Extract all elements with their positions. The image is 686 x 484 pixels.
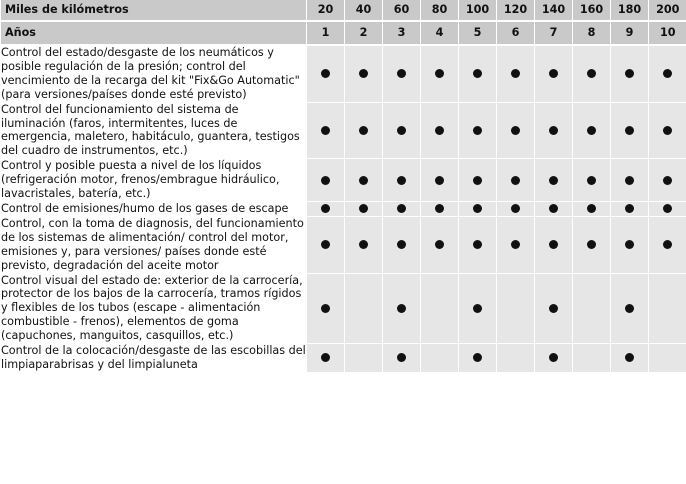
header-year-6: 6 — [497, 21, 535, 45]
check-dot-icon — [397, 240, 406, 249]
schedule-cell — [459, 273, 497, 344]
schedule-cell — [497, 344, 535, 373]
check-dot-icon — [321, 126, 330, 135]
check-dot-icon — [549, 353, 558, 362]
schedule-cell — [649, 201, 686, 216]
header-year-9: 9 — [611, 21, 649, 45]
schedule-cell — [421, 159, 459, 202]
schedule-cell — [345, 273, 383, 344]
check-dot-icon — [359, 204, 368, 213]
schedule-cell — [611, 102, 649, 159]
check-dot-icon — [663, 240, 672, 249]
check-dot-icon — [511, 126, 520, 135]
check-dot-icon — [473, 126, 482, 135]
schedule-cell — [611, 344, 649, 373]
task-description: Control del estado/desgaste de los neumáticos y posible regulación de la presión; control del vencimiento de la recarga del kit "Fix&Go Automatic" (para versiones/países donde esté previsto) — [1, 45, 307, 102]
schedule-cell — [307, 216, 345, 273]
check-dot-icon — [473, 176, 482, 185]
check-dot-icon — [321, 304, 330, 313]
task-row — [1, 216, 686, 273]
schedule-cell — [535, 201, 573, 216]
schedule-cell — [573, 159, 611, 202]
schedule-cell — [535, 45, 573, 102]
schedule-cell — [497, 159, 535, 202]
task-description: Control visual del estado de: exterior de la carrocería, protector de los bajos de la carrocería, tramos rígidos y flexibles de los tubos (escape - alimentación combustible - frenos), elementos de goma (capuchones, manguitos, casquillos, etc.) — [1, 273, 307, 344]
task-row — [1, 273, 686, 344]
schedule-cell — [611, 159, 649, 202]
task-description: Control de emisiones/humo de los gases de escape — [1, 201, 307, 216]
check-dot-icon — [549, 204, 558, 213]
header-row-years — [1, 21, 686, 45]
schedule-cell — [307, 159, 345, 202]
schedule-cell — [611, 45, 649, 102]
check-dot-icon — [625, 240, 634, 249]
header-year-7: 7 — [535, 21, 573, 45]
schedule-cell — [459, 102, 497, 159]
header-year-3: 3 — [383, 21, 421, 45]
schedule-cell — [573, 102, 611, 159]
check-dot-icon — [473, 204, 482, 213]
schedule-cell — [573, 45, 611, 102]
check-dot-icon — [549, 126, 558, 135]
schedule-cell — [459, 159, 497, 202]
schedule-cell — [383, 102, 421, 159]
header-year-2: 2 — [345, 21, 383, 45]
header-km-60: 60 — [383, 0, 421, 21]
schedule-cell — [611, 201, 649, 216]
header-year-1: 1 — [307, 21, 345, 45]
schedule-cell — [383, 45, 421, 102]
check-dot-icon — [473, 69, 482, 78]
check-dot-icon — [587, 240, 596, 249]
schedule-cell — [535, 102, 573, 159]
task-row — [1, 344, 686, 373]
header-years-label: Años — [1, 21, 307, 45]
schedule-cell — [649, 273, 686, 344]
schedule-cell — [383, 201, 421, 216]
header-km-160: 160 — [573, 0, 611, 21]
check-dot-icon — [511, 69, 520, 78]
check-dot-icon — [511, 240, 520, 249]
check-dot-icon — [359, 176, 368, 185]
schedule-cell — [535, 344, 573, 373]
schedule-cell — [421, 344, 459, 373]
schedule-cell — [307, 45, 345, 102]
check-dot-icon — [359, 69, 368, 78]
schedule-cell — [573, 201, 611, 216]
check-dot-icon — [625, 176, 634, 185]
check-dot-icon — [587, 126, 596, 135]
check-dot-icon — [511, 176, 520, 185]
schedule-cell — [307, 344, 345, 373]
check-dot-icon — [663, 69, 672, 78]
schedule-cell — [497, 102, 535, 159]
check-dot-icon — [321, 69, 330, 78]
header-km-40: 40 — [345, 0, 383, 21]
check-dot-icon — [321, 176, 330, 185]
check-dot-icon — [625, 204, 634, 213]
check-dot-icon — [435, 240, 444, 249]
check-dot-icon — [473, 353, 482, 362]
check-dot-icon — [625, 304, 634, 313]
check-dot-icon — [397, 304, 406, 313]
task-description: Control de la colocación/desgaste de las escobillas del limpiaparabrisas y del limpialuneta — [1, 344, 306, 371]
check-dot-icon — [435, 176, 444, 185]
schedule-cell — [345, 216, 383, 273]
schedule-cell — [421, 273, 459, 344]
schedule-cell — [497, 201, 535, 216]
check-dot-icon — [359, 126, 368, 135]
check-dot-icon — [359, 240, 368, 249]
check-dot-icon — [663, 176, 672, 185]
schedule-cell — [535, 216, 573, 273]
check-dot-icon — [435, 69, 444, 78]
schedule-cell — [535, 273, 573, 344]
check-dot-icon — [587, 69, 596, 78]
check-dot-icon — [625, 126, 634, 135]
schedule-cell — [649, 102, 686, 159]
schedule-cell — [383, 159, 421, 202]
schedule-cell — [459, 201, 497, 216]
schedule-cell — [649, 45, 686, 102]
schedule-cell — [421, 102, 459, 159]
header-km-80: 80 — [421, 0, 459, 21]
header-km-140: 140 — [535, 0, 573, 21]
header-km-label: Miles de kilómetros — [1, 0, 307, 21]
header-year-8: 8 — [573, 21, 611, 45]
check-dot-icon — [663, 126, 672, 135]
schedule-cell — [497, 45, 535, 102]
schedule-cell — [345, 344, 383, 373]
header-year-5: 5 — [459, 21, 497, 45]
schedule-cell — [611, 273, 649, 344]
schedule-cell — [383, 216, 421, 273]
schedule-cell — [459, 216, 497, 273]
schedule-cell — [535, 159, 573, 202]
check-dot-icon — [397, 353, 406, 362]
task-description: Control, con la toma de diagnosis, del funcionamiento de los sistemas de alimentación/ control del motor, emisiones y, para versiones/ países donde esté previsto, degradación del aceite motor — [1, 216, 307, 273]
schedule-cell — [345, 102, 383, 159]
header-year-4: 4 — [421, 21, 459, 45]
check-dot-icon — [321, 353, 330, 362]
check-dot-icon — [625, 353, 634, 362]
check-dot-icon — [549, 240, 558, 249]
task-row — [1, 45, 686, 102]
check-dot-icon — [397, 204, 406, 213]
task-row — [1, 102, 686, 159]
check-dot-icon — [321, 204, 330, 213]
schedule-cell — [573, 273, 611, 344]
check-dot-icon — [435, 126, 444, 135]
check-dot-icon — [549, 176, 558, 185]
schedule-cell — [421, 216, 459, 273]
schedule-cell — [345, 159, 383, 202]
schedule-cell — [573, 216, 611, 273]
check-dot-icon — [625, 69, 634, 78]
schedule-cell — [383, 344, 421, 373]
schedule-cell — [307, 201, 345, 216]
check-dot-icon — [549, 69, 558, 78]
header-km-100: 100 — [459, 0, 497, 21]
task-description: Control y posible puesta a nivel de los líquidos (refrigeración motor, frenos/embrague hidráulico, lavacristales, batería, etc.) — [1, 159, 307, 202]
header-km-120: 120 — [497, 0, 535, 21]
schedule-cell — [345, 45, 383, 102]
header-year-10: 10 — [649, 21, 686, 45]
schedule-cell — [459, 45, 497, 102]
header-km-200: 200 — [649, 0, 686, 21]
schedule-cell — [649, 216, 686, 273]
schedule-cell — [345, 201, 383, 216]
schedule-cell — [421, 45, 459, 102]
check-dot-icon — [473, 240, 482, 249]
task-row — [1, 159, 686, 202]
check-dot-icon — [511, 204, 520, 213]
check-dot-icon — [663, 204, 672, 213]
schedule-cell — [307, 102, 345, 159]
schedule-cell — [649, 344, 686, 373]
check-dot-icon — [587, 176, 596, 185]
schedule-cell — [573, 344, 611, 373]
schedule-cell — [497, 216, 535, 273]
schedule-cell — [307, 273, 345, 344]
check-dot-icon — [397, 69, 406, 78]
header-row-km — [1, 0, 686, 21]
task-description: Control del funcionamiento del sistema de iluminación (faros, intermitentes, luces de emergencia, maletero, habitáculo, guantera, testigos del cuadro de instrumentos, etc.) — [1, 102, 307, 159]
check-dot-icon — [549, 304, 558, 313]
check-dot-icon — [435, 204, 444, 213]
header-km-180: 180 — [611, 0, 649, 21]
schedule-cell — [611, 216, 649, 273]
schedule-cell — [497, 273, 535, 344]
check-dot-icon — [397, 176, 406, 185]
check-dot-icon — [397, 126, 406, 135]
check-dot-icon — [587, 204, 596, 213]
task-row — [1, 201, 686, 216]
schedule-cell — [649, 159, 686, 202]
schedule-cell — [459, 344, 497, 373]
schedule-cell — [421, 201, 459, 216]
task-rows — [1, 45, 686, 372]
check-dot-icon — [321, 240, 330, 249]
schedule-cell — [383, 273, 421, 344]
check-dot-icon — [473, 304, 482, 313]
header-km-20: 20 — [307, 0, 345, 21]
